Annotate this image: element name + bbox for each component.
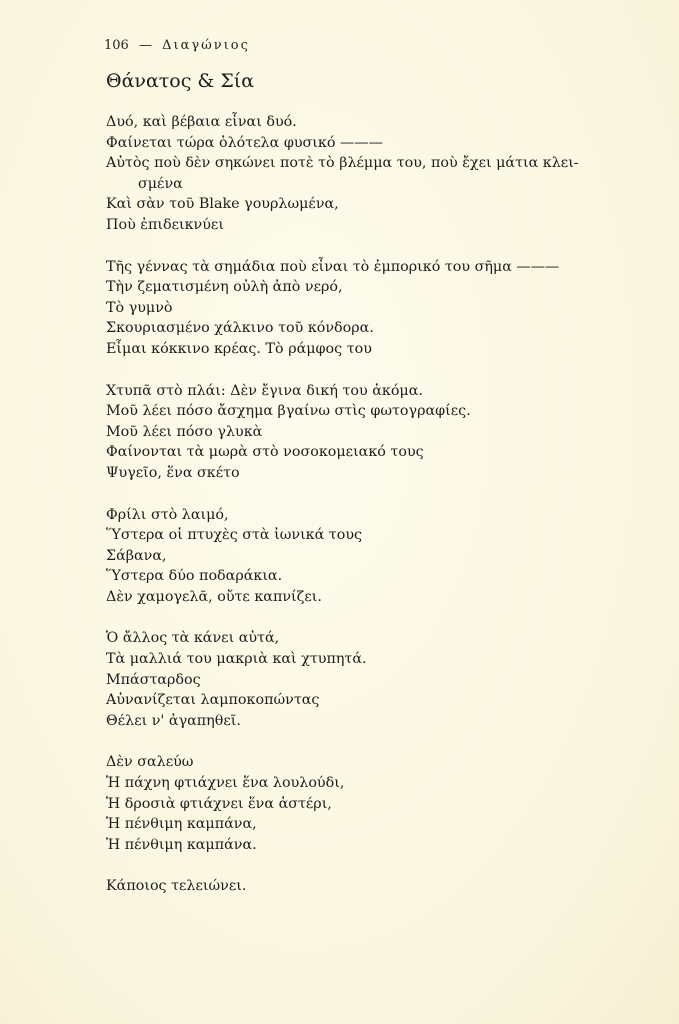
poem-title: Θάνατος & Σία [106,70,255,92]
poem-line: Τὸ γυμνὸ [106,299,173,316]
stanza [106,257,666,360]
stanza [106,381,666,484]
poem-line: Ἡ πένθιμη καμπάνα. [106,836,257,853]
poem-line: Φαίνονται τὰ μωρὰ στὸ νοσοκομειακό τους [106,444,424,461]
poem-line: Δὲν σαλεύω [106,754,194,771]
poem-line: Δὲν χαμογελᾶ, οὔτε καπνίζει. [106,588,322,605]
poem-line: Ἡ πένθιμη καμπάνα, [106,816,257,833]
poem-line: Αὐνανίζεται λαμποκοπώντας [106,692,320,709]
poem-line: Σκουριασμένο χάλκινο τοῦ κόνδορα. [106,320,374,337]
poem-line: Τὰ μαλλιά του μακριὰ καὶ χτυπητά. [106,651,367,668]
stanza [106,112,666,236]
poem-line: Ὕστερα οἱ πτυχὲς στὰ ἰωνικά τους [106,527,363,544]
poem-line: Θέλει ν' ἀγαπηθεῖ. [106,712,241,729]
poem-line: Ποὺ ἐπιδεικνύει [106,216,224,233]
poem-line: Ψυγεῖο, ἕνα σκέτο [106,464,240,481]
page-number: 106 [104,38,129,53]
header-separator: — [138,38,152,53]
poem-line: Μπάσταρδος [106,671,201,688]
poem-line: Ἡ δροσιὰ φτιάχνει ἕνα ἀστέρι, [106,795,332,812]
poem-line-continuation: σμένα [138,175,183,192]
stanza [106,876,666,897]
stanza [106,752,666,855]
poem-line: Ἡ πάχνη φτιάχνει ἕνα λουλούδι, [106,775,345,792]
stanza [106,628,666,731]
poem-line: Μοῦ λέει πόσο ἄσχημα βγαίνω στὶς φωτογραφίες. [106,403,471,420]
poem-line: Μοῦ λέει πόσο γλυκὰ [106,423,263,440]
running-head [104,38,250,53]
poem-line: Δυό, καὶ βέβαια εἶναι δυό. [106,114,297,130]
poem-line: Χτυπᾶ στὸ πλάι: Δὲν ἔγινα δική του ἀκόμα. [106,382,423,399]
poem-line: Αὐτὸς ποὺ δὲν σηκώνει ποτὲ τὸ βλέμμα του, ποὺ ἔχει μάτια κλει- [106,155,579,172]
poem-line: Εἶμαι κόκκινο κρέας. Τὸ ράμφος του [106,340,372,357]
poem-body [106,112,666,918]
poem-line: Φαίνεται τώρα ὁλότελα φυσικό ——— [106,134,383,151]
poem-line: Τὴν ζεματισμένη οὐλὴ ἀπὸ νερό, [106,279,343,296]
poem-line: Ὕστερα δύο ποδαράκια. [106,568,283,585]
author-name: Διαγώνιος [162,38,250,53]
poem-line: Καὶ σὰν τοῦ Blake γουρλωμένα, [106,196,339,213]
poem-line: Κάποιος τελειώνει. [106,878,247,895]
stanza [106,505,666,608]
poem-line: Φρίλι στὸ λαιμό, [106,506,229,523]
poem-line: Ὁ ἄλλος τὰ κάνει αὐτά, [106,630,280,647]
poem-line: Σάβανα, [106,547,167,564]
poem-line: Τῆς γέννας τὰ σημάδια ποὺ εἶναι τὸ ἐμπορικό του σῆμα ——— [106,258,560,275]
